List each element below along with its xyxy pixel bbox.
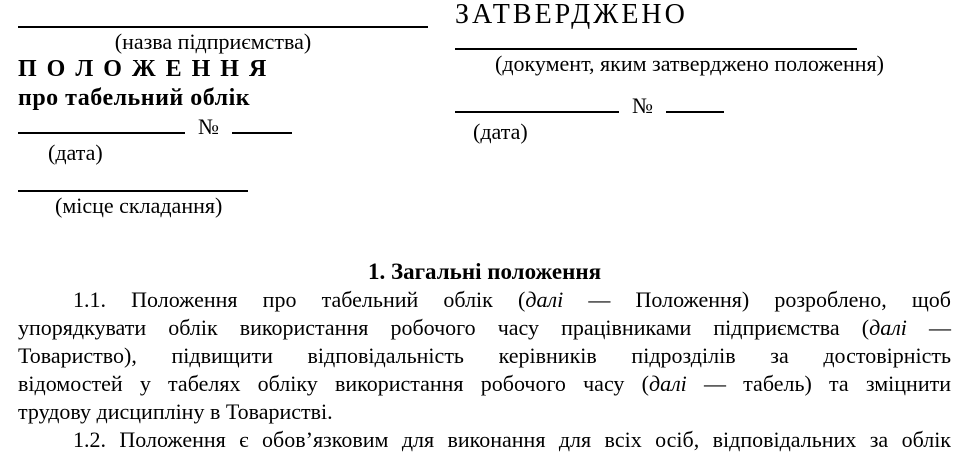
right-number-blank-line[interactable] — [666, 91, 724, 113]
paragraph-line — [18, 398, 951, 426]
text-segment: відомостей у табелях обліку використання робочого часу ( — [18, 371, 649, 396]
text-segment: — табель) та зміцнити — [686, 371, 951, 396]
document-subtitle: про табельний облік — [18, 85, 251, 111]
left-date-number-row — [18, 112, 432, 139]
left-number-sign: № — [198, 114, 219, 139]
text-segment: — Положення) розроблено, щоб — [563, 287, 952, 312]
left-date-blank-line[interactable] — [18, 112, 185, 134]
left-date-caption: (дата) — [48, 140, 103, 165]
approved-label: ЗАТВЕРДЖЕНО — [455, 0, 688, 30]
paragraph-line — [18, 342, 951, 370]
italic-text-segment: далі — [869, 315, 907, 340]
paragraph-1-1 — [18, 286, 951, 426]
paragraph-1-2 — [18, 426, 951, 454]
header-left-column — [18, 0, 432, 219]
italic-text-segment: далі — [648, 371, 687, 396]
italic-text-segment: далі — [525, 287, 564, 312]
header-right-column — [455, 0, 960, 145]
text-segment: упорядкувати облік використання робочого часу працівниками підприємства ( — [18, 315, 870, 340]
section-heading: 1. Загальні положення — [367, 259, 602, 284]
company-name-caption: (назва підприємства) — [114, 29, 312, 54]
right-date-caption: (дата) — [473, 119, 528, 144]
right-date-number-row — [455, 91, 960, 118]
paragraph-line — [18, 286, 951, 314]
place-caption: (місце складання) — [55, 193, 223, 218]
approval-document-blank-line[interactable] — [455, 30, 857, 50]
text-segment: 1.1. Положення про табельний облік ( — [73, 287, 526, 312]
text-segment: — — [906, 315, 952, 340]
paragraph-line — [18, 314, 951, 342]
right-date-blank-line[interactable] — [455, 91, 619, 113]
document-title: П О Л О Ж Е Н Н Я — [18, 56, 269, 82]
right-number-sign: № — [632, 93, 653, 118]
paragraph-line — [18, 370, 951, 398]
approval-document-caption: (документ, яким затверджено положення) — [495, 51, 884, 76]
left-number-blank-line[interactable] — [232, 112, 292, 134]
document-body — [18, 252, 951, 454]
text-segment: трудову дисципліну в Товаристві. — [18, 399, 333, 424]
paragraph-line — [18, 426, 951, 454]
company-name-blank-line[interactable] — [18, 0, 428, 28]
text-segment: Товариство), підвищити відповідальність керівників підрозділів за достовірність — [18, 343, 951, 368]
text-segment: 1.2. Положення є обов’язковим для виконання для всіх осіб, відповідальних за облік — [73, 427, 951, 452]
